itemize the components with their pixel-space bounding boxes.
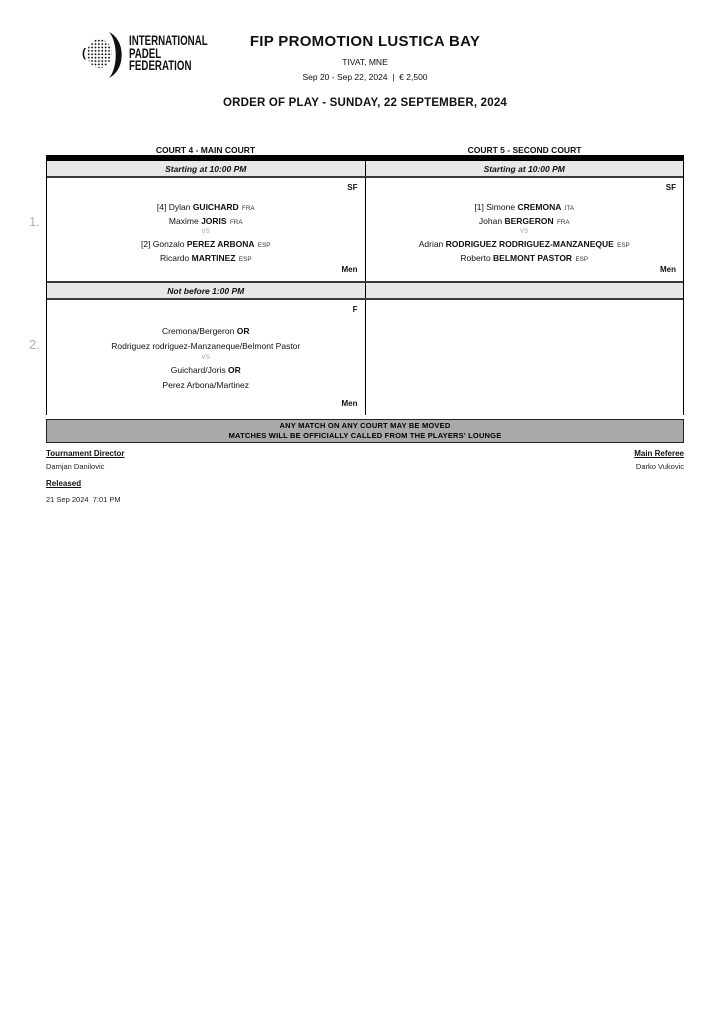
player-country: FRA — [242, 205, 255, 212]
row-number-2: 2. — [29, 337, 40, 352]
order-of-play-title: ORDER OF PLAY - SUNDAY, 22 SEPTEMBER, 2024 — [222, 97, 508, 109]
notice-line-2: MATCHES WILL BE OFFICIALLY CALLED FROM THE PLAYERS' LOUNGE — [228, 431, 502, 440]
player-line — [366, 237, 684, 251]
released-label: Released — [46, 479, 82, 488]
team-line — [47, 324, 365, 339]
player-first-name: Maxime — [168, 216, 199, 226]
logo-line-1: INTERNATIONAL — [129, 32, 208, 48]
player-first-name: [4] Dylan — [156, 202, 191, 212]
notice-line-1: ANY MATCH ON ANY COURT MAY BE MOVED — [279, 421, 451, 430]
event-title: FIP PROMOTION LUSTICA BAY — [249, 33, 481, 50]
time-slot-court5-2 — [366, 283, 684, 298]
footer-left — [46, 449, 684, 504]
match-row-2 — [47, 300, 683, 415]
court-labels — [46, 145, 684, 155]
round-label: F — [352, 305, 358, 314]
player-country: ESP — [617, 242, 630, 249]
player-first-name: Roberto — [460, 253, 491, 263]
player-first-name: [2] Gonzalo — [140, 239, 185, 249]
round-label: SF — [665, 183, 676, 192]
player-country: ESP — [257, 242, 271, 249]
player-line — [47, 214, 365, 228]
notice-banner — [46, 419, 684, 443]
gender-label: Men — [341, 399, 358, 408]
player-last-name: RODRIGUEZ RODRIGUEZ-MANZANEQUE — [445, 239, 614, 249]
match-cell-court4-final — [47, 300, 366, 415]
time-slot-court4-2: Not before 1:00 PM — [47, 283, 366, 298]
team-line — [47, 363, 365, 378]
round-label: SF — [347, 183, 358, 192]
team-line — [47, 339, 365, 354]
team-names: Cremona/Bergeron — [162, 326, 235, 336]
player-first-name: Adrian — [418, 239, 444, 249]
team-line — [47, 378, 365, 393]
row-number-1: 1. — [29, 214, 40, 229]
player-first-name: Ricardo — [159, 253, 190, 263]
released-datetime: 21 Sep 2024 7:01 PM — [46, 495, 121, 504]
player-country: ESP — [238, 256, 252, 263]
time-slot-header-row-2 — [47, 281, 683, 300]
court-label-second: COURT 5 - SECOND COURT — [467, 145, 582, 155]
player-country: FRA — [556, 219, 570, 226]
player-last-name: GUICHARD — [192, 202, 239, 212]
player-first-name: Johan — [478, 216, 503, 226]
or-label: OR — [227, 365, 241, 375]
player-first-name: [1] Simone — [474, 202, 516, 212]
or-label: OR — [236, 326, 250, 336]
match-cell-court5-empty — [366, 300, 684, 415]
event-header — [46, 33, 684, 82]
schedule-table — [46, 155, 684, 415]
team-names: Rodriguez rodriguez-Manzaneque/Belmont Pastor — [111, 341, 301, 351]
main-referee-name: Darko Vukovic — [635, 462, 684, 471]
court-label-main: COURT 4 - MAIN COURT — [155, 145, 256, 155]
event-location: TIVAT, MNE — [342, 57, 388, 67]
vs-label: VS — [201, 355, 211, 361]
gender-label: Men — [341, 265, 358, 274]
team-names: Guichard/Joris — [170, 365, 226, 375]
match-row-1 — [47, 178, 683, 281]
team-names: Perez Arbona/Martinez — [162, 380, 249, 390]
footer-right — [634, 449, 684, 471]
logo-line-2: PADEL — [129, 45, 162, 61]
vs-label: VS — [519, 229, 529, 235]
player-country: ITA — [564, 205, 575, 212]
player-last-name: JORIS — [201, 216, 227, 226]
player-line — [47, 200, 365, 214]
match-cell-court4-sf — [47, 178, 366, 281]
logo-open-paren-icon: ( — [82, 46, 86, 60]
player-last-name: CREMONA — [517, 202, 562, 212]
player-line — [47, 237, 365, 251]
player-last-name: BERGERON — [504, 216, 554, 226]
logo-line-3: FEDERATION — [129, 58, 192, 74]
teams-block — [47, 178, 365, 265]
time-slot-header-row-1 — [47, 161, 683, 178]
player-line — [47, 251, 365, 265]
match-cell-court5-sf — [366, 178, 684, 281]
tournament-director-label: Tournament Director — [46, 449, 125, 458]
player-country: FRA — [229, 219, 243, 226]
time-slot-court4-1: Starting at 10:00 PM — [47, 161, 366, 176]
player-last-name: BELMONT PASTOR — [493, 253, 573, 263]
tournament-director-name: Damjan Danilovic — [46, 462, 105, 471]
time-slot-court5-1: Starting at 10:00 PM — [483, 164, 565, 174]
main-referee-label: Main Referee — [634, 449, 684, 458]
vs-label: VS — [201, 229, 211, 235]
teams-block — [366, 178, 684, 265]
teams-block — [47, 300, 365, 393]
player-country: ESP — [575, 256, 589, 263]
player-line — [366, 214, 684, 228]
player-last-name: PEREZ ARBONA — [186, 239, 255, 249]
gender-label: Men — [660, 265, 676, 274]
event-dates: Sep 20 - Sep 22, 2024 | € 2,500 — [302, 72, 428, 82]
player-line — [366, 251, 684, 265]
player-line — [366, 200, 684, 214]
player-last-name: MARTINEZ — [191, 253, 236, 263]
footer — [46, 449, 684, 504]
